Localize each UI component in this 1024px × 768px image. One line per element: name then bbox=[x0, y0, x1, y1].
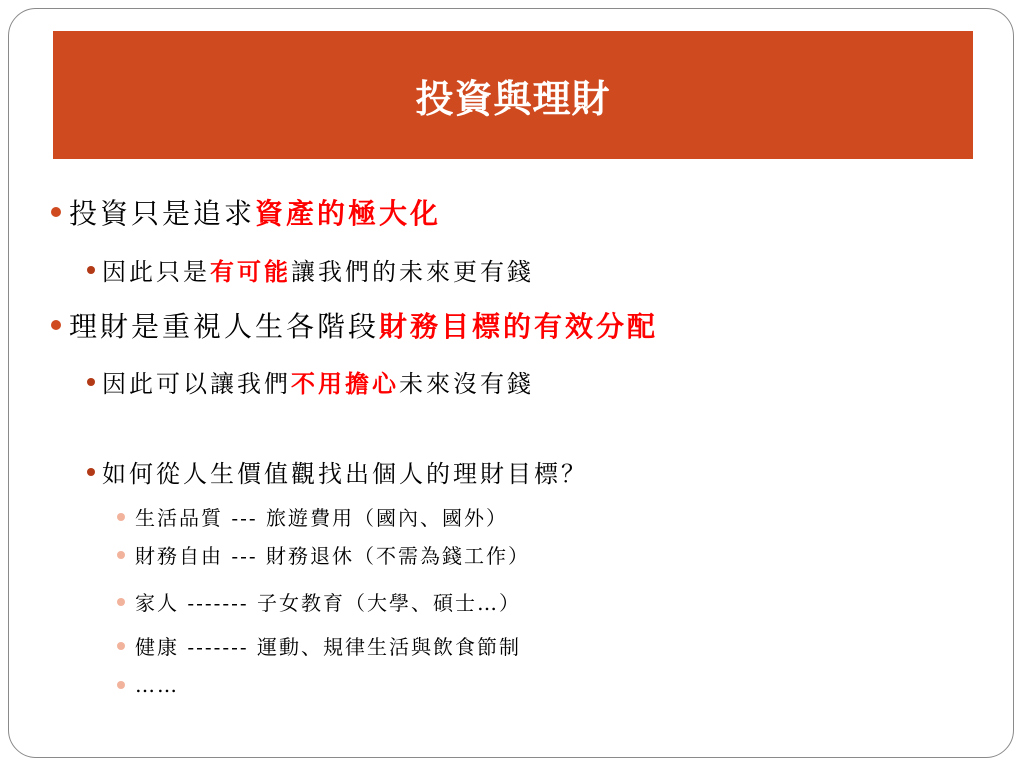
bullet-dot-icon bbox=[117, 598, 125, 606]
bullet-text: 財務自由 --- 財務退休（不需為錢工作） bbox=[135, 544, 530, 568]
bullet-emphasis: 有可能 bbox=[210, 257, 291, 286]
bullet-text: …… bbox=[135, 673, 179, 697]
bullet-text: 投資只是追求 bbox=[69, 197, 256, 230]
bullet-text: 生活品質 --- 旅遊費用（國內、國外） bbox=[135, 506, 508, 530]
slide bbox=[8, 8, 1014, 758]
bullet-text-after: 讓我們的未來更有錢 bbox=[291, 258, 534, 286]
bullet-item bbox=[51, 192, 441, 232]
bullet-dot-icon bbox=[87, 266, 95, 274]
bullet-dot-icon bbox=[87, 378, 95, 386]
bullet-dot-icon bbox=[51, 320, 61, 330]
detail-bullet-item bbox=[117, 673, 179, 697]
bullet-dot-icon bbox=[87, 468, 95, 476]
sub-bullet-item bbox=[87, 364, 534, 399]
bullet-dot-icon bbox=[51, 207, 61, 217]
bullet-text: 理財是重視人生各階段 bbox=[69, 310, 380, 343]
title-banner bbox=[53, 31, 973, 159]
bullet-emphasis: 不用擔心 bbox=[291, 369, 399, 398]
bullet-text-after: 未來沒有錢 bbox=[399, 370, 534, 398]
detail-bullet-item bbox=[117, 587, 521, 616]
bullet-text: 如何從人生價值觀找出個人的理財目標？ bbox=[102, 460, 588, 488]
bullet-emphasis: 財務目標的有效分配 bbox=[379, 310, 659, 343]
detail-bullet-item bbox=[117, 631, 521, 660]
bullet-text: 因此只是 bbox=[102, 258, 210, 286]
bullet-dot-icon bbox=[117, 642, 125, 650]
slide-title: 投資與理財 bbox=[415, 76, 611, 121]
detail-bullet-item bbox=[117, 540, 530, 569]
bullet-dot-icon bbox=[117, 681, 125, 689]
detail-bullet-item bbox=[117, 502, 508, 531]
sub-bullet-item bbox=[87, 252, 534, 287]
sub-bullet-item bbox=[87, 454, 588, 489]
bullet-dot-icon bbox=[117, 551, 125, 559]
bullet-item bbox=[51, 305, 658, 345]
bullet-dot-icon bbox=[117, 513, 125, 521]
bullet-text: 因此可以讓我們 bbox=[102, 370, 291, 398]
bullet-text: 健康 ------- 運動、規律生活與飲食節制 bbox=[135, 635, 522, 659]
bullet-text: 家人 ------- 子女教育（大學、碩士…） bbox=[135, 591, 522, 615]
bullet-emphasis: 資產的極大化 bbox=[255, 197, 442, 230]
